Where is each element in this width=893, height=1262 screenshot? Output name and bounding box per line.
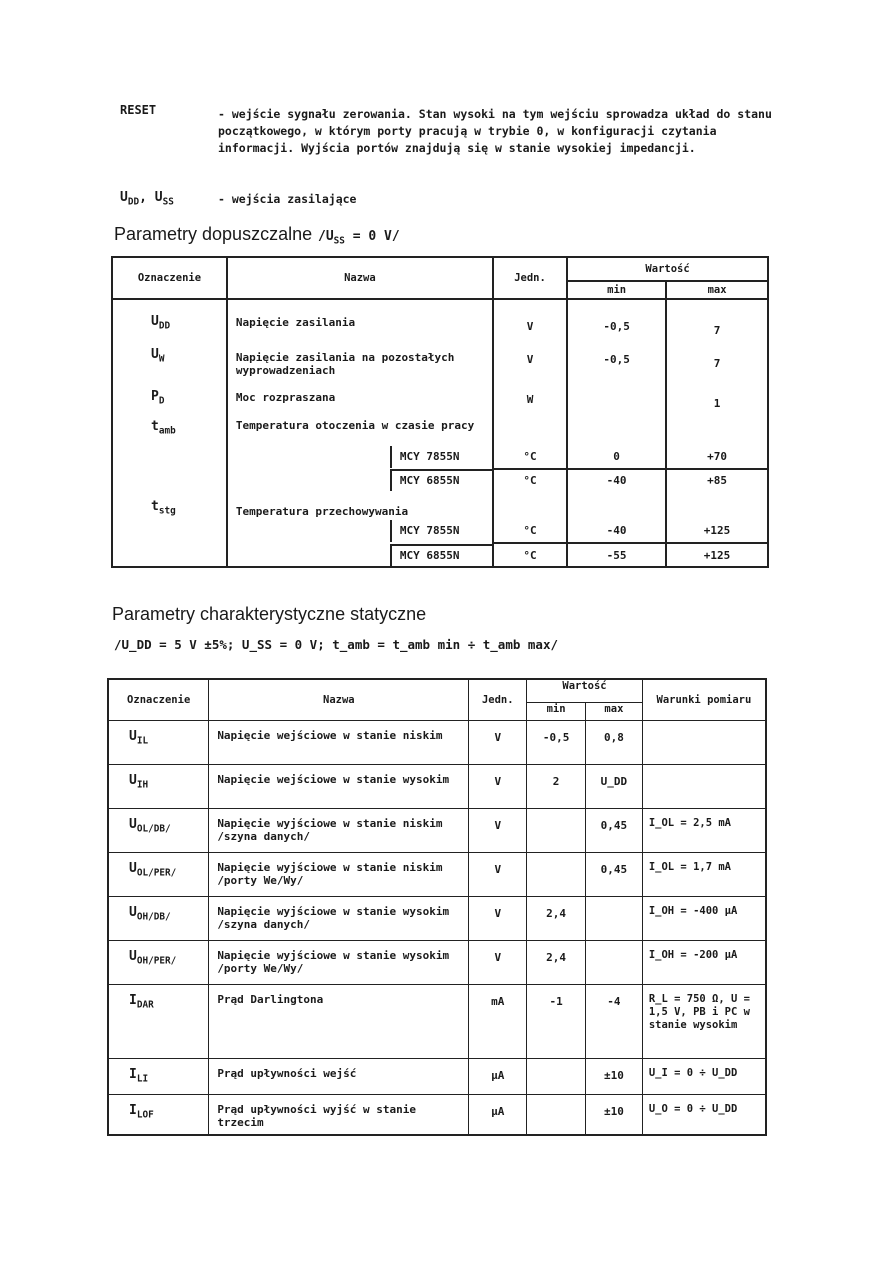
unit-cell: V (493, 299, 567, 337)
unit-cell: V (469, 809, 527, 853)
section2-title: Parametry charakterystyczne statyczne (112, 604, 427, 624)
table-row (112, 519, 768, 543)
name-cell: Napięcie wyjściowe w stanie wysokim /szyna danych/ (209, 897, 469, 941)
unit-cell: V (469, 897, 527, 941)
name-cell: Napięcie wyjściowe w stanie wysokim /porty We/Wy/ (209, 941, 469, 985)
table-row (108, 853, 766, 897)
name-cell: Napięcie zasilania (227, 299, 493, 337)
min-cell (527, 1095, 586, 1135)
supply-description: - wejścia zasilające (218, 192, 357, 206)
name-cell: Napięcie wejściowe w stanie niskim (209, 721, 469, 765)
name-cell: Temperatura otoczenia w czasie pracy (227, 415, 493, 445)
unit-cell: V (469, 765, 527, 809)
section2-condition: /U_DD = 5 V ±5%; U_SS = 0 V; t_amb = t_amb min ÷ t_amb max/ (114, 637, 559, 652)
max-cell: +85 (707, 474, 727, 487)
conditions-cell (642, 721, 766, 765)
symbol-cell: $U_{OH/DB/}$ (108, 897, 209, 941)
min-cell: -0,5 (567, 299, 666, 337)
variant-label: MCY 7855N (390, 446, 460, 468)
symbol-cell: $I_{LI}$ (108, 1059, 209, 1095)
conditions-cell: U_I = 0 ÷ U_DD (642, 1059, 766, 1095)
min-cell (527, 853, 586, 897)
conditions-cell (642, 765, 766, 809)
name-cell: Napięcie wyjściowe w stanie niskim /szyna danych/ (209, 809, 469, 853)
min-cell: -55 (567, 543, 666, 567)
header-unit: Jedn. (493, 257, 567, 299)
reset-term: RESET (120, 103, 157, 117)
max-cell: +70 (666, 445, 768, 469)
table-row (108, 1059, 766, 1095)
min-cell (527, 1059, 586, 1095)
section1-condition: $/U_{SS} = 0$ V/ (318, 229, 400, 247)
min-cell: 0 (567, 445, 666, 469)
variant-label: MCY 7855N (390, 520, 460, 542)
min-cell: 2 (527, 765, 586, 809)
header-name: Nazwa (227, 257, 493, 299)
conditions-cell: R_L = 750 Ω, U = 1,5 V, PB i PC w stanie wysokim (642, 985, 766, 1059)
unit-cell: V (493, 337, 567, 383)
unit-cell: μA (469, 1095, 527, 1135)
name-cell: Napięcie wyjściowe w stanie niskim /porty We/Wy/ (209, 853, 469, 897)
unit-cell: °C (493, 445, 567, 469)
reset-description: - wejście sygnału zerowania. Stan wysoki na tym wejściu sprowadza układ do stanu początkowego, w którym porty pracują w trybie 0, w konfiguracji czytania informacji. Wyjścia portów znajdują się w stanie wysokiej impedancji. (218, 107, 772, 155)
min-cell (567, 383, 666, 415)
unit-cell: μA (469, 1059, 527, 1095)
max-cell: 1 (713, 397, 721, 410)
symbol-cell: $U_{OL/DB/}$ (108, 809, 209, 853)
table-row (108, 941, 766, 985)
table-row (112, 469, 768, 491)
conditions-cell: U_O = 0 ÷ U_DD (642, 1095, 766, 1135)
min-cell: 2,4 (527, 897, 586, 941)
table-row (108, 809, 766, 853)
max-cell: ±10 (586, 1095, 643, 1135)
max-cell: U_DD (586, 765, 643, 809)
static-characteristics-table (107, 678, 767, 1136)
symbol-cell: $I_{DAR}$ (108, 985, 209, 1059)
symbol-cell: $I_{LOF}$ (108, 1095, 209, 1135)
unit-cell: V (469, 721, 527, 765)
max-cell (586, 941, 643, 985)
header-max: max (586, 702, 643, 720)
section1-title: Parametry dopuszczalne (114, 224, 313, 244)
min-cell: -40 (567, 519, 666, 543)
name-cell: Temperatura przechowywania (227, 491, 493, 519)
table-row (112, 445, 768, 469)
symbol-cell: $U_{OL/PER/}$ (108, 853, 209, 897)
variant-label: MCY 6855N (390, 469, 492, 491)
max-cell: ±10 (586, 1059, 643, 1095)
table-row (112, 337, 768, 383)
table-row (108, 721, 766, 765)
header-conditions: Warunki pomiaru (642, 679, 766, 721)
table-row (108, 985, 766, 1059)
symbol-cell: $t_{amb}$ (112, 415, 227, 445)
conditions-cell: I_OL = 1,7 mA (642, 853, 766, 897)
header-unit: Jedn. (469, 679, 527, 721)
name-cell: Napięcie zasilania na pozostałych wyprowadzeniach (227, 337, 493, 383)
name-cell: Napięcie wejściowe w stanie wysokim (209, 765, 469, 809)
conditions-cell: I_OL = 2,5 mA (642, 809, 766, 853)
min-cell: -40 (567, 469, 666, 491)
unit-cell: °C (493, 543, 567, 567)
symbol-cell: $U_{OH/PER/}$ (108, 941, 209, 985)
table-row (112, 491, 768, 519)
header-min: min (567, 281, 666, 299)
max-cell: 7 (713, 324, 721, 337)
absolute-ratings-table (111, 256, 769, 568)
max-cell: +125 (703, 548, 731, 562)
table-row (112, 299, 768, 337)
unit-cell: °C (493, 519, 567, 543)
name-cell: Prąd Darlingtona (209, 985, 469, 1059)
header-max: max (666, 281, 768, 299)
symbol-cell: $t_{stg}$ (112, 491, 227, 519)
unit-cell: V (469, 941, 527, 985)
header-name: Nazwa (209, 679, 469, 721)
symbol-cell: $P_D$ (112, 383, 227, 415)
max-cell (586, 897, 643, 941)
conditions-cell: I_OH = -200 μA (642, 941, 766, 985)
table-row (108, 897, 766, 941)
symbol-cell: $U_{IH}$ (108, 765, 209, 809)
header-value: Wartość (527, 679, 643, 702)
unit-cell: W (493, 383, 567, 415)
max-cell: -4 (586, 985, 643, 1059)
table-row (112, 543, 768, 567)
variant-label: MCY 6855N (390, 544, 492, 566)
max-cell: 0,8 (586, 721, 643, 765)
min-cell: -1 (527, 985, 586, 1059)
table-row (112, 415, 768, 445)
table-row (108, 765, 766, 809)
symbol-cell: $U_W$ (112, 337, 227, 383)
max-cell: 0,45 (586, 853, 643, 897)
header-symbol: Oznaczenie (108, 679, 209, 721)
header-symbol: Oznaczenie (112, 257, 227, 299)
header-value: Wartość (567, 257, 768, 281)
header-min: min (527, 702, 586, 720)
name-cell: Prąd upływności wyjść w stanie trzecim (209, 1095, 469, 1135)
supply-term: $U_{DD}$, $U_{SS}$ (120, 190, 174, 208)
min-cell: -0,5 (567, 337, 666, 383)
max-cell: +125 (666, 519, 768, 543)
symbol-cell: $U_{DD}$ (112, 299, 227, 337)
unit-cell: °C (493, 469, 567, 491)
name-cell: Moc rozpraszana (227, 383, 493, 415)
symbol-cell: $U_{IL}$ (108, 721, 209, 765)
name-cell: Prąd upływności wejść (209, 1059, 469, 1095)
table-row (108, 1095, 766, 1135)
max-cell: 7 (713, 357, 721, 370)
min-cell: 2,4 (527, 941, 586, 985)
unit-cell: mA (469, 985, 527, 1059)
table-row (112, 383, 768, 415)
conditions-cell: I_OH = -400 μA (642, 897, 766, 941)
min-cell (527, 809, 586, 853)
unit-cell: V (469, 853, 527, 897)
min-cell: -0,5 (527, 721, 586, 765)
max-cell: 0,45 (586, 809, 643, 853)
